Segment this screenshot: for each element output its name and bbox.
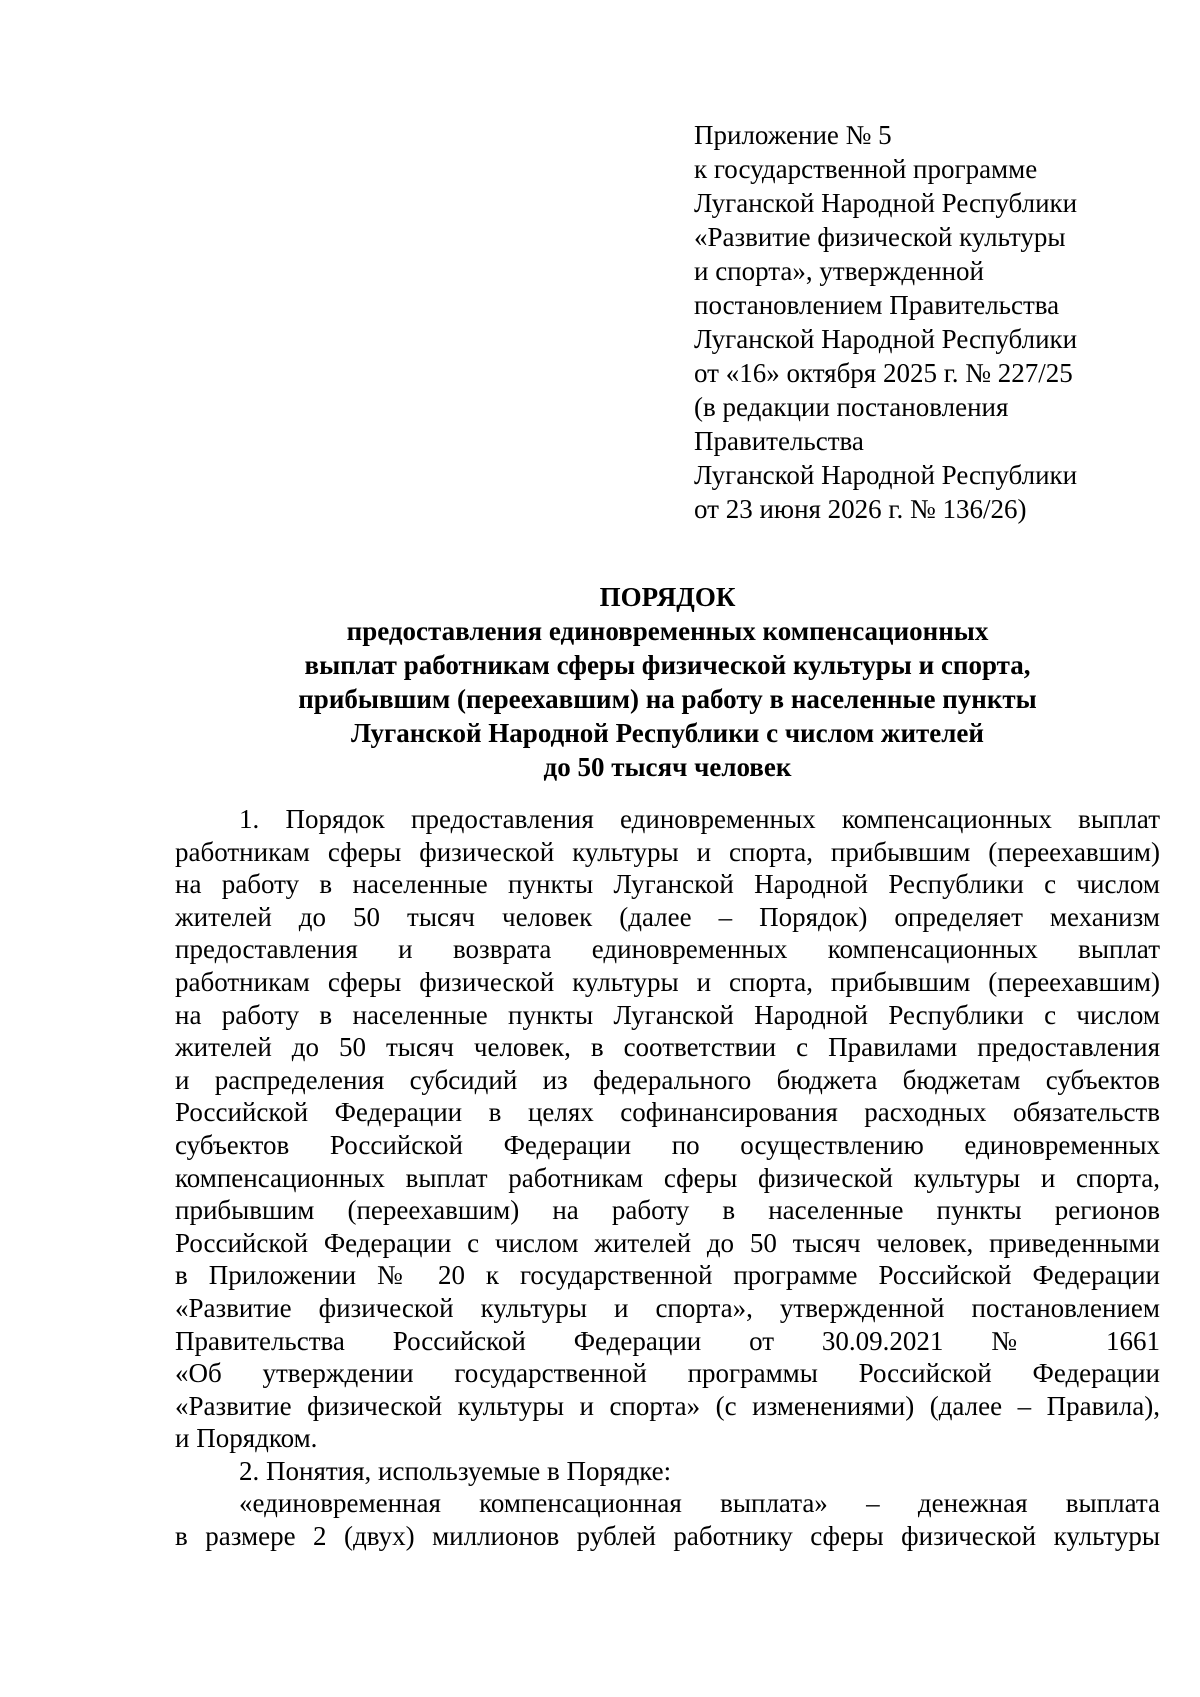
appendix-line: Луганской Народной Республики [694, 460, 1078, 490]
definition-line: в размере 2 (двух) миллионов рублей работнику сферы физической культуры [175, 1521, 1160, 1552]
paragraph-2-line: 2. Понятия, используемые в Порядке: [239, 1455, 672, 1486]
title-subtitle-line: предоставления единовременных компенсационных [346, 616, 989, 646]
paragraph-1-line: в Приложении № 20 к государственной программе Российской Федерации [175, 1260, 1160, 1291]
title-subtitle-line: прибывшим (переехавшим) на работу в населенные пункты [298, 684, 1037, 714]
paragraph-1-line: на работу в населенные пункты Луганской Народной Республики с числом [175, 869, 1160, 900]
paragraph-1-line: и Порядком. [175, 1423, 318, 1454]
paragraph-1-line: предоставления и возврата единовременных компенсационных выплат [175, 934, 1160, 965]
appendix-line: к государственной программе [694, 154, 1038, 184]
paragraph-1-line: 1. Порядок предоставления единовременных компенсационных выплат [239, 804, 1160, 834]
appendix-line: Приложение № 5 [694, 120, 892, 150]
paragraph-1-line: Правительства Российской Федерации от 30.09.2021 № 1661 [175, 1325, 1160, 1356]
paragraph-1-line: на работу в населенные пункты Луганской Народной Республики с числом [175, 999, 1160, 1030]
paragraph-1-line: жителей до 50 тысяч человек (далее – Порядок) определяет механизм [175, 901, 1160, 932]
appendix-line: и спорта», утвержденной [694, 256, 984, 286]
appendix-header [694, 118, 1114, 526]
appendix-line: от «16» октября 2025 г. № 227/25 [694, 358, 1073, 388]
paragraph-1-line: работникам сферы физической культуры и спорта, прибывшим (переехавшим) [175, 836, 1160, 867]
appendix-line: «Развитие физической культуры [694, 222, 1066, 252]
document-title [175, 580, 1160, 784]
paragraph-1-line: «Об утверждении государственной программы Российской Федерации [175, 1358, 1160, 1389]
paragraph-1-line: Российской Федерации в целях софинансирования расходных обязательств [175, 1097, 1160, 1128]
appendix-line: Луганской Народной Республики [694, 188, 1078, 218]
definition-line: «единовременная компенсационная выплата» – денежная выплата [239, 1488, 1160, 1519]
paragraph-1-line: прибывшим (переехавшим) на работу в населенные пункты регионов [175, 1195, 1160, 1226]
paragraph-1-line: субъектов Российской Федерации по осуществлению единовременных [175, 1129, 1160, 1160]
paragraph-1-line: «Развитие физической культуры и спорта», утвержденной постановлением [175, 1292, 1160, 1323]
title-subtitle-line: Луганской Народной Республики с числом жителей [351, 718, 984, 748]
title-subtitle-line: выплат работникам сферы физической культуры и спорта, [304, 650, 1031, 680]
appendix-line: постановлением Правительства [694, 290, 1060, 320]
appendix-line: Правительства [694, 426, 864, 456]
paragraph-1-line: и распределения субсидий из федерального бюджета бюджетам субъектов [175, 1064, 1160, 1095]
appendix-line: Луганской Народной Республики [694, 324, 1078, 354]
title-subtitle-line: до 50 тысяч человек [543, 752, 792, 782]
paragraph-1-line: работникам сферы физической культуры и спорта, прибывшим (переехавшим) [175, 966, 1160, 997]
paragraph-1-line: компенсационных выплат работникам сферы физической культуры и спорта, [175, 1162, 1160, 1193]
document-body [175, 803, 1160, 1553]
appendix-line: от 23 июня 2026 г. № 136/26) [694, 494, 1027, 524]
paragraph-1-line: Российской Федерации с числом жителей до 50 тысяч человек, приведенными [175, 1227, 1160, 1258]
paragraph-1-line: «Развитие физической культуры и спорта» (с изменениями) (далее – Правила), [175, 1390, 1160, 1421]
paragraph-1-line: жителей до 50 тысяч человек, в соответствии с Правилами предоставления [175, 1032, 1160, 1063]
title-heading: ПОРЯДОК [599, 582, 736, 612]
appendix-line: (в редакции постановления [694, 392, 1009, 422]
